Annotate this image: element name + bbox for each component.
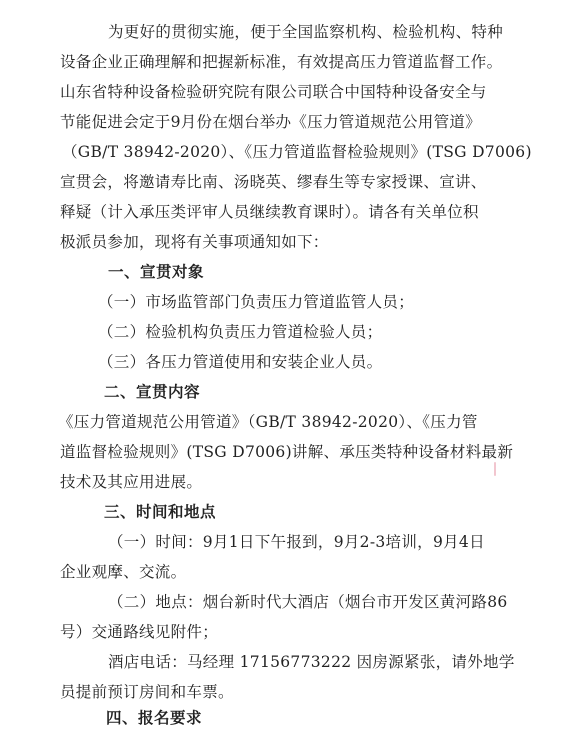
section-3-time-line-2: 企业观摩、交流。 <box>60 563 187 581</box>
intro-line-4: 节能促进会定于9月份在烟台举办《压力管道规范公用管道》 <box>60 113 481 131</box>
intro-line-3: 山东省特种设备检验研究院有限公司联合中国特种设备安全与 <box>60 83 487 101</box>
intro-line-5: （GB/T 38942-2020）、《压力管道监督检验规则》(TSG D7006) <box>62 143 532 161</box>
section-3-place-line-1: （二）地点：烟台新时代大酒店（烟台市开发区黄河路86 <box>108 593 508 611</box>
intro-line-8: 极派员参加，现将有关事项通知如下： <box>60 233 329 251</box>
intro-line-1: 为更好的贯彻实施，便于全国监察机构、检验机构、特种 <box>108 23 504 41</box>
intro-line-2: 设备企业正确理解和把握新标准，有效提高压力管道监督工作。 <box>60 53 503 71</box>
intro-line-6: 宣贯会，将邀请寿比南、汤晓英、缪春生等专家授课、宣讲、 <box>60 173 487 191</box>
section-1-item-3: （三）各压力管道使用和安装企业人员。 <box>98 353 383 371</box>
section-1-item-1: （一）市场监管部门负责压力管道监管人员； <box>98 293 415 311</box>
section-2-heading: 二、宣贯内容 <box>104 383 201 401</box>
section-2-line-2: 道监督检验规则》(TSG D7006)讲解、承压类特种设备材料最新 <box>60 443 514 461</box>
section-3-heading: 三、时间和地点 <box>104 503 217 521</box>
section-3-time-line-1: （一）时间：9月1日下午报到，9月2-3培训，9月4日 <box>108 533 485 551</box>
section-1-item-2: （二）检验机构负责压力管道检验人员； <box>98 323 383 341</box>
section-3-hotel-line-2: 员提前预订房间和车票。 <box>60 683 234 701</box>
section-3-place-line-2: 号）交通路线见附件； <box>60 623 219 641</box>
section-2-line-1: 《压力管道规范公用管道》（GB/T 38942-2020）、《压力管 <box>58 413 478 431</box>
intro-line-7: 释疑（计入承压类评审人员继续教育课时）。请各有关单位积 <box>60 203 479 221</box>
section-4-heading: 四、报名要求 <box>106 709 203 727</box>
section-2-line-3: 技术及其应用进展。 <box>60 473 203 491</box>
section-1-heading: 一、宣贯对象 <box>108 263 205 281</box>
section-3-hotel-line-1: 酒店电话：马经理 17156773222 因房源紧张，请外地学 <box>108 653 515 671</box>
scan-mark <box>494 462 496 476</box>
